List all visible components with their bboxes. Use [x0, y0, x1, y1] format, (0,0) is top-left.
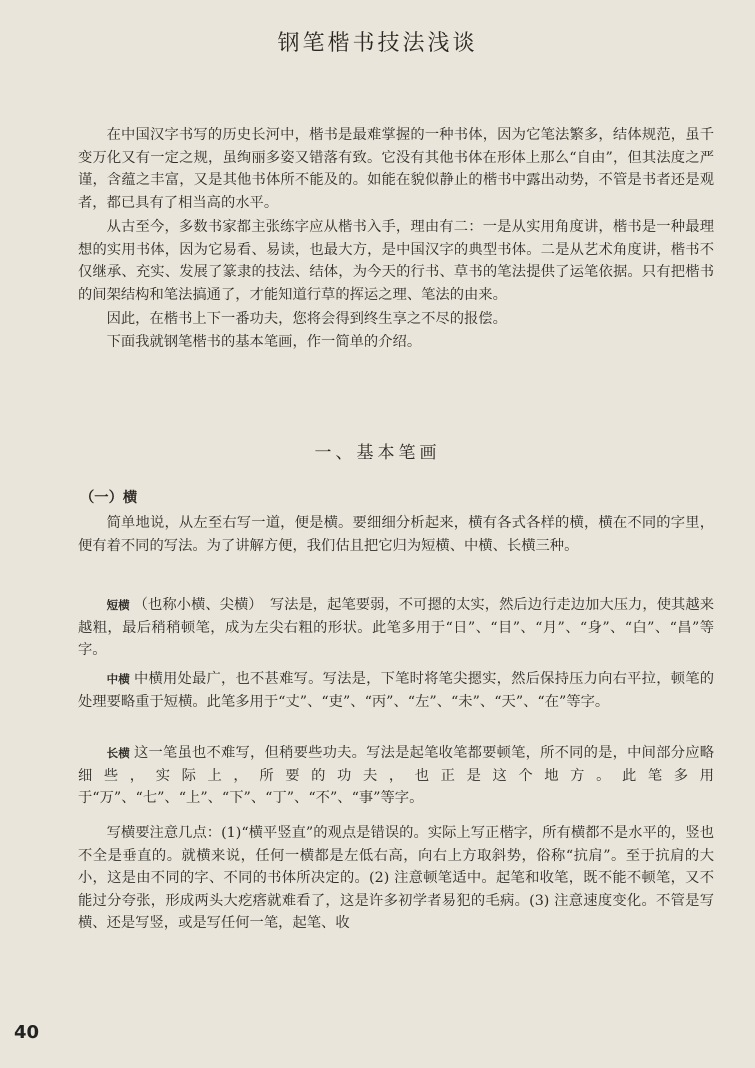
intro-section — [78, 124, 714, 353]
middle-heng-text: 中横用处最广，也不甚难写。写法是，下笔时将笔尖摁实，然后保持压力向右平拉，顿笔的处理要略重于短横。此笔多用于“丈”、“吏”、“丙”、“左”、“未”、“天”、“在”等字。 — [78, 671, 715, 710]
long-heng-text: 这一笔虽也不难写，但稍要些功夫。写法是起笔收笔都要顿笔，所不同的是，中间部分应略细些，实际上，所要的功夫，也正是这个地方。此笔多用于“万”、“七”、“上”、“下”、“丁”、“不”、“事”等字。 — [78, 745, 715, 806]
intro-paragraph-3: 因此，在楷书上下一番功夫，您将会得到终生享之不尽的报偿。 — [106, 311, 507, 327]
notes-paragraph: 写横要注意几点：(1)“横平竖直”的观点是错误的。实际上写正楷字，所有横都不是水平的，竖也不全是垂直的。就横来说，任何一横都是左低右高，向右上方取斜势，俗称“抗肩”。至于抗肩的大小，这是由不同的字、不同的书体所决定的。(2) 注意顿笔适中。起笔和收笔，既不能不顿笔，又不能过分夸张，形成两头大疙瘩就难看了，这是许多初学者易犯的毛病。(3) 注意速度变化。不管是写横、还是写竖，或是写任何一笔，起笔、收 — [78, 825, 714, 931]
heng-intro — [78, 512, 714, 557]
short-heng-term: 短横 — [106, 598, 130, 612]
short-heng-paragraph — [78, 594, 714, 662]
intro-paragraph-4: 下面我就钢笔楷书的基本笔画，作一简单的介绍。 — [106, 333, 422, 350]
intro-paragraph-1: 在中国汉字书写的历史长河中，楷书是最难掌握的一种书体，因为它笔法繁多，结体规范，虽千变万化又有一定之规，虽绚丽多姿又错落有致。它没有其他书体在形体上那么“自由”，但其法度之严谨，含蕴之丰富，又是其他书体所不能及的。如能在貌似静止的楷书中露出动势，不管是书者还是观者，都已具有了相当高的水平。 — [78, 127, 714, 211]
notes-block — [78, 822, 714, 935]
middle-heng-paragraph — [78, 668, 714, 713]
middle-heng-block — [78, 668, 714, 713]
long-heng-block — [78, 742, 714, 810]
long-heng-paragraph — [78, 742, 714, 810]
heng-intro-paragraph: 简单地说，从左至右写一道，便是横。要细细分析起来，横有各式各样的横，横在不同的字里，便有着不同的写法。为了讲解方便，我们估且把它归为短横、中横、长横三种。 — [78, 515, 714, 554]
page-title: 钢笔楷书技法浅谈 — [277, 31, 478, 56]
subheading-heng: （一）横 — [80, 490, 138, 506]
short-heng-block — [78, 594, 714, 662]
short-heng-text: （也称小横、尖横） 写法是，起笔要弱，不可摁的太实，然后边行走边加大压力，使其越来越粗，最后稍稍顿笔，成为左尖右粗的形状。此笔多用于“日”、“目”、“月”、“身”、“白”、“昌”等字。 — [78, 597, 714, 658]
intro-paragraph-2: 从古至今，多数书家都主张练字应从楷书入手，理由有二：一是从实用角度讲，楷书是一种最理想的实用书体，因为它易看、易读，也最大方，是中国汉字的典型书体。二是从艺术角度讲，楷书不仅继承、充实、发展了篆隶的技法、结体，为今天的行书、草书的笔法提供了运笔依据。只有把楷书的间架结构和笔法搞通了，才能知道行草的挥运之理、笔法的由来。 — [78, 219, 714, 303]
long-heng-term: 长横 — [106, 746, 131, 760]
section-heading: 一、基本笔画 — [314, 443, 441, 463]
middle-heng-term: 中横 — [106, 672, 131, 686]
page-number: 40 — [14, 1022, 40, 1043]
